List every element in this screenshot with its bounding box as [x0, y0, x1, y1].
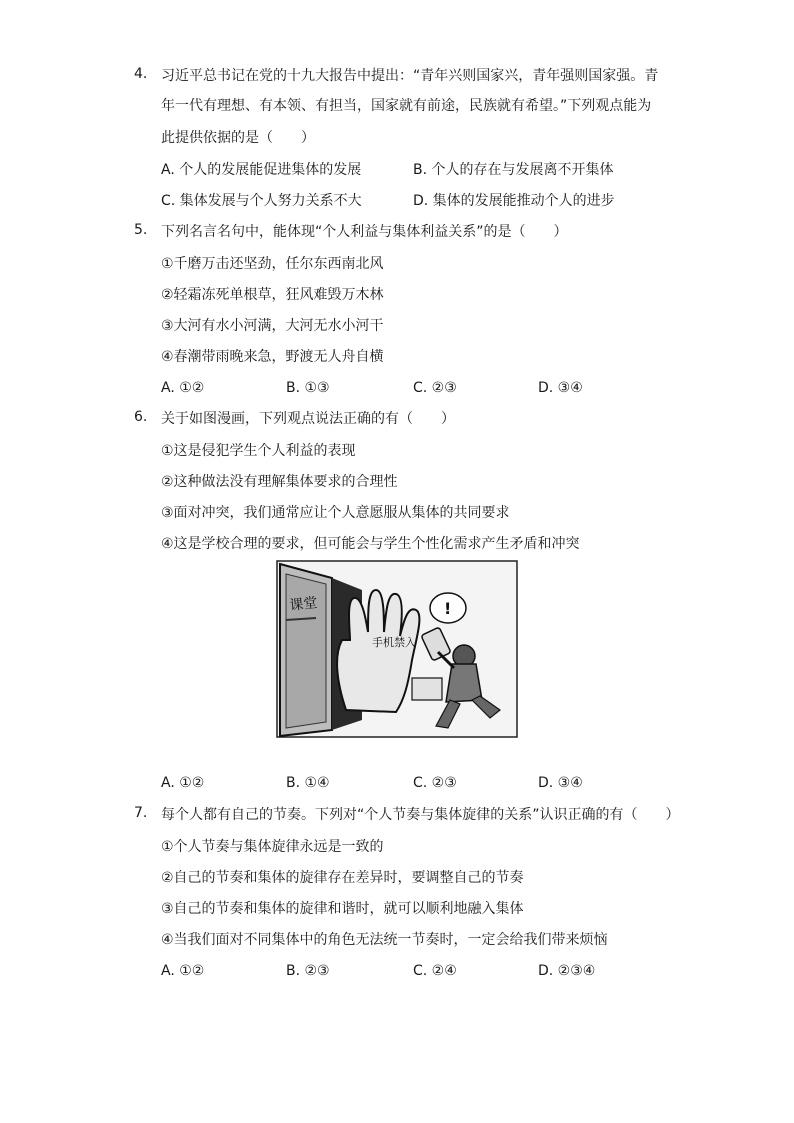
- statement-1: ①这是侵犯学生个人利益的表现: [161, 443, 356, 459]
- door-label: 课堂: [288, 595, 319, 614]
- question-6-options: [134, 773, 674, 797]
- question-stem-line: 下列名言名句中，能体现“个人利益与集体利益关系”的是（ ）: [161, 224, 568, 240]
- option-c[interactable]: C. 集体发展与个人努力关系不大: [161, 193, 362, 209]
- option-b[interactable]: B. 个人的存在与发展离不开集体: [413, 162, 614, 178]
- option-a[interactable]: A. 个人的发展能促进集体的发展: [161, 162, 362, 178]
- question-6: [134, 409, 674, 554]
- question-7: [134, 805, 680, 985]
- statement-1: ①个人节奏与集体旋律永远是一致的: [161, 839, 384, 855]
- question-stem-line: 习近平总书记在党的十九大报告中提出：“青年兴则国家兴，青年强则国家强。青: [161, 68, 659, 84]
- hand-sign-text: 手机禁入: [372, 636, 416, 649]
- statement-2: ②自己的节奏和集体的旋律存在差异时，要调整自己的节奏: [161, 870, 524, 886]
- question-stem-line: 关于如图漫画，下列观点说法正确的有（ ）: [161, 411, 455, 427]
- question-stem-line: 此提供依据的是（ ）: [161, 130, 315, 146]
- question-4: [134, 66, 674, 216]
- statement-4: ④春潮带雨晚来急，野渡无人舟自横: [161, 349, 384, 365]
- statement-4: ④这是学校合理的要求，但可能会与学生个性化需求产生矛盾和冲突: [161, 536, 580, 552]
- statement-2: ②轻霜冻死单根草，狂风难毁万木林: [161, 287, 384, 303]
- statement-3: ③大河有水小河满，大河无水小河干: [161, 318, 384, 334]
- option-b[interactable]: B. ①③: [286, 380, 330, 396]
- statement-4: ④当我们面对不同集体中的角色无法统一节奏时，一定会给我们带来烦恼: [161, 932, 608, 948]
- question-number: 6.: [134, 409, 148, 425]
- svg-text:!: !: [444, 599, 452, 618]
- question-5: [134, 222, 674, 402]
- exclamation-bubble-icon: [430, 593, 466, 623]
- cartoon-box: [412, 678, 442, 700]
- option-b[interactable]: B. ②③: [286, 963, 330, 979]
- question-number: 7.: [134, 805, 148, 821]
- statement-3: ③面对冲突，我们通常应让个人意愿服从集体的共同要求: [161, 505, 510, 521]
- option-a[interactable]: A. ①②: [161, 380, 205, 396]
- question-number: 4.: [134, 66, 148, 82]
- option-c[interactable]: C. ②③: [413, 380, 457, 396]
- question-number: 5.: [134, 222, 148, 238]
- statement-2: ②这种做法没有理解集体要求的合理性: [161, 474, 398, 490]
- question-stem-line: 每个人都有自己的节奏。下列对“个人节奏与集体旋律的关系”认识正确的有（ ）: [161, 807, 680, 823]
- option-d[interactable]: D. ②③④: [538, 963, 596, 979]
- option-b[interactable]: B. ①④: [286, 775, 330, 791]
- option-d[interactable]: D. 集体的发展能推动个人的进步: [413, 193, 615, 209]
- cartoon-phone-ban: [276, 560, 518, 738]
- statement-1: ①千磨万击还坚劲，任尔东西南北风: [161, 256, 384, 272]
- question-stem-line: 年一代有理想、有本领、有担当，国家就有前途，民族就有希望。”下列观点能为: [161, 98, 652, 114]
- option-d[interactable]: D. ③④: [538, 775, 583, 791]
- option-d[interactable]: D. ③④: [538, 380, 583, 396]
- option-c[interactable]: C. ②④: [413, 963, 457, 979]
- statement-3: ③自己的节奏和集体的旋律和谐时，就可以顺利地融入集体: [161, 901, 524, 917]
- option-c[interactable]: C. ②③: [413, 775, 457, 791]
- option-a[interactable]: A. ①②: [161, 775, 205, 791]
- option-a[interactable]: A. ①②: [161, 963, 205, 979]
